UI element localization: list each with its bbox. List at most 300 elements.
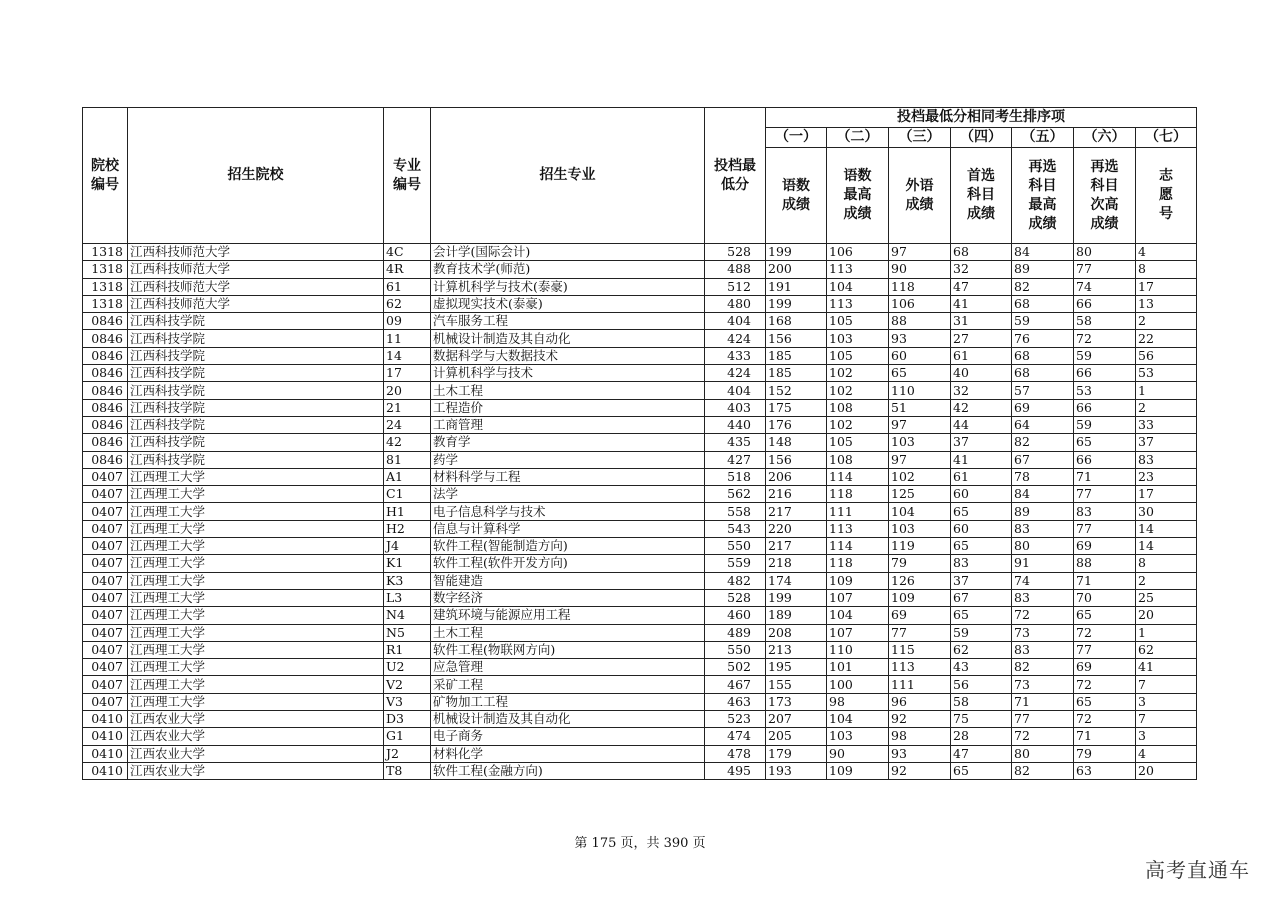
cell-t5: 59	[1012, 313, 1074, 330]
cell-min-score: 404	[705, 313, 766, 330]
cell-t3: 92	[889, 711, 951, 728]
cell-t6: 83	[1074, 503, 1136, 520]
cell-t3: 118	[889, 278, 951, 295]
cell-t2: 104	[827, 278, 889, 295]
cell-t1: 216	[766, 486, 827, 503]
cell-t2: 108	[827, 399, 889, 416]
cell-t5: 73	[1012, 624, 1074, 641]
cell-min-score: 550	[705, 641, 766, 658]
cell-t1: 148	[766, 434, 827, 451]
cell-school-name: 江西农业大学	[128, 711, 384, 728]
cell-t2: 113	[827, 261, 889, 278]
cell-major-code: 09	[384, 313, 431, 330]
cell-t1: 213	[766, 641, 827, 658]
cell-school-code: 0407	[83, 555, 128, 572]
cell-t4: 65	[951, 607, 1012, 624]
tiebreak-label-5: 再选科目最高成绩	[1012, 148, 1074, 244]
cell-t5: 82	[1012, 659, 1074, 676]
cell-t1: 217	[766, 503, 827, 520]
cell-t7: 2	[1136, 399, 1197, 416]
cell-t1: 206	[766, 468, 827, 485]
table-row	[83, 434, 1197, 451]
cell-t4: 47	[951, 278, 1012, 295]
cell-major-name: 土木工程	[431, 624, 705, 641]
cell-t4: 27	[951, 330, 1012, 347]
cell-t2: 101	[827, 659, 889, 676]
cell-t3: 103	[889, 434, 951, 451]
cell-t6: 77	[1074, 641, 1136, 658]
cell-major-name: 计算机科学与技术	[431, 365, 705, 382]
cell-t7: 37	[1136, 434, 1197, 451]
tiebreak-number-4: （四）	[951, 128, 1012, 148]
cell-major-name: 建筑环境与能源应用工程	[431, 607, 705, 624]
cell-min-score: 558	[705, 503, 766, 520]
cell-t7: 17	[1136, 486, 1197, 503]
cell-t5: 76	[1012, 330, 1074, 347]
cell-major-name: 软件工程(物联网方向)	[431, 641, 705, 658]
cell-t7: 14	[1136, 538, 1197, 555]
cell-t4: 41	[951, 451, 1012, 468]
cell-school-name: 江西理工大学	[128, 624, 384, 641]
cell-t5: 83	[1012, 641, 1074, 658]
cell-major-code: T8	[384, 762, 431, 779]
table-row	[83, 520, 1197, 537]
tiebreak-label-2: 语数最高成绩	[827, 148, 889, 244]
cell-major-name: 数据科学与大数据技术	[431, 347, 705, 364]
table-row	[83, 745, 1197, 762]
cell-min-score: 559	[705, 555, 766, 572]
cell-t3: 90	[889, 261, 951, 278]
cell-major-code: K3	[384, 572, 431, 589]
cell-t6: 59	[1074, 416, 1136, 433]
cell-t4: 43	[951, 659, 1012, 676]
cell-school-code: 0846	[83, 399, 128, 416]
table-body	[83, 244, 1197, 780]
cell-t5: 82	[1012, 434, 1074, 451]
cell-t1: 185	[766, 347, 827, 364]
cell-t5: 67	[1012, 451, 1074, 468]
cell-school-name: 江西科技师范大学	[128, 244, 384, 261]
cell-t2: 103	[827, 330, 889, 347]
table-row	[83, 399, 1197, 416]
cell-school-code: 1318	[83, 244, 128, 261]
cell-major-name: 教育技术学(师范)	[431, 261, 705, 278]
cell-t1: 218	[766, 555, 827, 572]
cell-t2: 102	[827, 382, 889, 399]
cell-major-name: 应急管理	[431, 659, 705, 676]
cell-t6: 58	[1074, 313, 1136, 330]
cell-t4: 67	[951, 589, 1012, 606]
cell-min-score: 495	[705, 762, 766, 779]
cell-t3: 60	[889, 347, 951, 364]
cell-t1: 191	[766, 278, 827, 295]
cell-major-name: 法学	[431, 486, 705, 503]
tiebreak-number-3: （三）	[889, 128, 951, 148]
cell-t7: 23	[1136, 468, 1197, 485]
cell-t1: 220	[766, 520, 827, 537]
table-row	[83, 382, 1197, 399]
cell-t7: 62	[1136, 641, 1197, 658]
cell-major-code: D3	[384, 711, 431, 728]
header-major-name: 招生专业	[431, 108, 705, 244]
cell-school-code: 0846	[83, 382, 128, 399]
cell-t5: 80	[1012, 745, 1074, 762]
cell-t5: 78	[1012, 468, 1074, 485]
cell-t5: 73	[1012, 676, 1074, 693]
cell-t3: 111	[889, 676, 951, 693]
cell-school-name: 江西理工大学	[128, 520, 384, 537]
cell-school-name: 江西理工大学	[128, 468, 384, 485]
cell-t4: 60	[951, 520, 1012, 537]
cell-school-name: 江西科技学院	[128, 313, 384, 330]
cell-t7: 7	[1136, 676, 1197, 693]
cell-t7: 3	[1136, 693, 1197, 710]
cell-t4: 37	[951, 434, 1012, 451]
cell-t3: 69	[889, 607, 951, 624]
cell-t1: 207	[766, 711, 827, 728]
cell-t2: 118	[827, 486, 889, 503]
cell-t4: 44	[951, 416, 1012, 433]
cell-t2: 105	[827, 347, 889, 364]
cell-t4: 31	[951, 313, 1012, 330]
cell-t3: 97	[889, 244, 951, 261]
cell-major-code: 11	[384, 330, 431, 347]
cell-t2: 102	[827, 416, 889, 433]
cell-t6: 65	[1074, 434, 1136, 451]
cell-min-score: 463	[705, 693, 766, 710]
table-row	[83, 762, 1197, 779]
cell-t1: 156	[766, 451, 827, 468]
cell-min-score: 550	[705, 538, 766, 555]
cell-major-code: J4	[384, 538, 431, 555]
cell-t3: 109	[889, 589, 951, 606]
cell-school-name: 江西科技学院	[128, 416, 384, 433]
cell-school-code: 0410	[83, 745, 128, 762]
cell-major-name: 软件工程(软件开发方向)	[431, 555, 705, 572]
cell-t3: 93	[889, 330, 951, 347]
cell-t4: 60	[951, 486, 1012, 503]
tiebreak-number-1: （一）	[766, 128, 827, 148]
cell-t1: 152	[766, 382, 827, 399]
cell-t7: 2	[1136, 313, 1197, 330]
cell-major-name: 信息与计算科学	[431, 520, 705, 537]
cell-min-score: 562	[705, 486, 766, 503]
cell-min-score: 424	[705, 365, 766, 382]
watermark: 高考直通车	[1145, 858, 1250, 882]
cell-t6: 66	[1074, 399, 1136, 416]
cell-t3: 119	[889, 538, 951, 555]
cell-t7: 20	[1136, 762, 1197, 779]
cell-major-code: 24	[384, 416, 431, 433]
cell-t6: 71	[1074, 468, 1136, 485]
cell-t2: 113	[827, 520, 889, 537]
cell-t1: 200	[766, 261, 827, 278]
cell-major-name: 电子商务	[431, 728, 705, 745]
table-row	[83, 589, 1197, 606]
table-row	[83, 451, 1197, 468]
tiebreak-number-2: （二）	[827, 128, 889, 148]
tiebreak-number-5: （五）	[1012, 128, 1074, 148]
cell-t2: 114	[827, 538, 889, 555]
cell-t4: 61	[951, 347, 1012, 364]
cell-major-name: 工商管理	[431, 416, 705, 433]
cell-min-score: 474	[705, 728, 766, 745]
table-row	[83, 244, 1197, 261]
cell-school-name: 江西理工大学	[128, 555, 384, 572]
cell-school-code: 0407	[83, 503, 128, 520]
cell-t4: 59	[951, 624, 1012, 641]
cell-school-code: 0846	[83, 451, 128, 468]
header-major-code: 专业编号	[384, 108, 431, 244]
cell-major-name: 材料科学与工程	[431, 468, 705, 485]
cell-t2: 104	[827, 711, 889, 728]
cell-school-name: 江西理工大学	[128, 503, 384, 520]
cell-t5: 74	[1012, 572, 1074, 589]
cell-t6: 79	[1074, 745, 1136, 762]
cell-t7: 17	[1136, 278, 1197, 295]
cell-school-name: 江西科技学院	[128, 330, 384, 347]
cell-t7: 53	[1136, 365, 1197, 382]
cell-t3: 98	[889, 728, 951, 745]
cell-t3: 102	[889, 468, 951, 485]
cell-t5: 71	[1012, 693, 1074, 710]
cell-school-code: 0846	[83, 347, 128, 364]
cell-min-score: 433	[705, 347, 766, 364]
cell-t7: 25	[1136, 589, 1197, 606]
cell-min-score: 482	[705, 572, 766, 589]
cell-major-code: N5	[384, 624, 431, 641]
cell-t7: 14	[1136, 520, 1197, 537]
cell-school-code: 1318	[83, 278, 128, 295]
cell-t7: 13	[1136, 295, 1197, 312]
cell-t1: 205	[766, 728, 827, 745]
cell-t7: 4	[1136, 745, 1197, 762]
cell-t2: 109	[827, 762, 889, 779]
table-row	[83, 365, 1197, 382]
header-school-name: 招生院校	[128, 108, 384, 244]
cell-school-name: 江西理工大学	[128, 589, 384, 606]
cell-t4: 83	[951, 555, 1012, 572]
header-tiebreak-title: 投档最低分相同考生排序项	[766, 108, 1197, 128]
cell-t6: 53	[1074, 382, 1136, 399]
cell-school-name: 江西科技学院	[128, 434, 384, 451]
cell-t1: 175	[766, 399, 827, 416]
cell-t3: 65	[889, 365, 951, 382]
cell-school-code: 0407	[83, 676, 128, 693]
tiebreak-label-1: 语数成绩	[766, 148, 827, 244]
cell-t1: 155	[766, 676, 827, 693]
cell-major-name: 会计学(国际会计)	[431, 244, 705, 261]
cell-min-score: 403	[705, 399, 766, 416]
cell-t2: 109	[827, 572, 889, 589]
cell-major-name: 矿物加工工程	[431, 693, 705, 710]
cell-t6: 77	[1074, 261, 1136, 278]
cell-school-code: 0846	[83, 313, 128, 330]
table-row	[83, 711, 1197, 728]
cell-t6: 74	[1074, 278, 1136, 295]
cell-t5: 82	[1012, 762, 1074, 779]
cell-t3: 106	[889, 295, 951, 312]
cell-t7: 20	[1136, 607, 1197, 624]
cell-t2: 107	[827, 589, 889, 606]
cell-min-score: 480	[705, 295, 766, 312]
cell-school-name: 江西科技学院	[128, 382, 384, 399]
tiebreak-label-7: 志愿号	[1136, 148, 1197, 244]
cell-min-score: 440	[705, 416, 766, 433]
cell-t6: 65	[1074, 693, 1136, 710]
cell-t6: 66	[1074, 365, 1136, 382]
cell-school-code: 0407	[83, 641, 128, 658]
cell-t5: 68	[1012, 347, 1074, 364]
cell-t4: 68	[951, 244, 1012, 261]
cell-major-name: 计算机科学与技术(泰豪)	[431, 278, 705, 295]
table-row	[83, 468, 1197, 485]
cell-t4: 62	[951, 641, 1012, 658]
cell-t1: 199	[766, 244, 827, 261]
cell-t6: 59	[1074, 347, 1136, 364]
cell-major-name: 教育学	[431, 434, 705, 451]
cell-school-name: 江西科技学院	[128, 451, 384, 468]
table-row	[83, 330, 1197, 347]
cell-major-name: 采矿工程	[431, 676, 705, 693]
cell-major-name: 电子信息科学与技术	[431, 503, 705, 520]
cell-min-score: 488	[705, 261, 766, 278]
cell-t4: 65	[951, 538, 1012, 555]
cell-t2: 114	[827, 468, 889, 485]
cell-school-name: 江西农业大学	[128, 762, 384, 779]
cell-school-code: 0407	[83, 572, 128, 589]
cell-t3: 79	[889, 555, 951, 572]
cell-major-name: 智能建造	[431, 572, 705, 589]
cell-t6: 88	[1074, 555, 1136, 572]
table-row	[83, 278, 1197, 295]
cell-major-code: C1	[384, 486, 431, 503]
cell-t2: 103	[827, 728, 889, 745]
cell-school-code: 1318	[83, 295, 128, 312]
cell-major-name: 数字经济	[431, 589, 705, 606]
cell-min-score: 489	[705, 624, 766, 641]
cell-school-code: 0407	[83, 659, 128, 676]
cell-t7: 8	[1136, 555, 1197, 572]
cell-t1: 168	[766, 313, 827, 330]
cell-major-code: K1	[384, 555, 431, 572]
cell-t7: 1	[1136, 382, 1197, 399]
cell-t6: 66	[1074, 451, 1136, 468]
cell-t3: 93	[889, 745, 951, 762]
table-row	[83, 486, 1197, 503]
cell-school-name: 江西科技师范大学	[128, 278, 384, 295]
cell-major-code: U2	[384, 659, 431, 676]
cell-school-name: 江西农业大学	[128, 745, 384, 762]
cell-school-code: 0407	[83, 486, 128, 503]
cell-min-score: 528	[705, 244, 766, 261]
cell-t7: 4	[1136, 244, 1197, 261]
cell-t7: 3	[1136, 728, 1197, 745]
cell-t6: 77	[1074, 486, 1136, 503]
cell-school-name: 江西科技学院	[128, 399, 384, 416]
cell-t7: 41	[1136, 659, 1197, 676]
cell-t1: 199	[766, 589, 827, 606]
cell-school-code: 0846	[83, 434, 128, 451]
cell-school-name: 江西理工大学	[128, 676, 384, 693]
cell-major-name: 软件工程(金融方向)	[431, 762, 705, 779]
cell-t7: 1	[1136, 624, 1197, 641]
cell-school-name: 江西科技师范大学	[128, 261, 384, 278]
cell-school-code: 1318	[83, 261, 128, 278]
cell-school-code: 0410	[83, 728, 128, 745]
cell-major-code: 4C	[384, 244, 431, 261]
page-number: 第 175 页，共 390 页	[574, 836, 706, 851]
cell-major-code: 14	[384, 347, 431, 364]
cell-t5: 72	[1012, 607, 1074, 624]
cell-major-code: 62	[384, 295, 431, 312]
cell-t2: 90	[827, 745, 889, 762]
table-row	[83, 728, 1197, 745]
cell-t1: 195	[766, 659, 827, 676]
cell-min-score: 404	[705, 382, 766, 399]
cell-t1: 189	[766, 607, 827, 624]
cell-t6: 77	[1074, 520, 1136, 537]
cell-school-name: 江西理工大学	[128, 486, 384, 503]
cell-school-code: 0407	[83, 693, 128, 710]
cell-t4: 75	[951, 711, 1012, 728]
cell-t6: 72	[1074, 624, 1136, 641]
tiebreak-number-7: （七）	[1136, 128, 1197, 148]
cell-major-code: V2	[384, 676, 431, 693]
cell-major-code: 81	[384, 451, 431, 468]
header-min-score: 投档最低分	[705, 108, 766, 244]
cell-min-score: 467	[705, 676, 766, 693]
cell-t2: 113	[827, 295, 889, 312]
tiebreak-label-4: 首选科目成绩	[951, 148, 1012, 244]
cell-min-score: 528	[705, 589, 766, 606]
cell-t7: 7	[1136, 711, 1197, 728]
cell-t3: 97	[889, 451, 951, 468]
cell-school-name: 江西理工大学	[128, 572, 384, 589]
cell-t6: 65	[1074, 607, 1136, 624]
cell-t1: 156	[766, 330, 827, 347]
table-row	[83, 572, 1197, 589]
cell-t3: 125	[889, 486, 951, 503]
cell-t2: 106	[827, 244, 889, 261]
cell-t4: 41	[951, 295, 1012, 312]
cell-t1: 208	[766, 624, 827, 641]
admission-score-table	[82, 107, 1197, 780]
cell-min-score: 424	[705, 330, 766, 347]
cell-t2: 105	[827, 434, 889, 451]
cell-t5: 77	[1012, 711, 1074, 728]
cell-major-code: L3	[384, 589, 431, 606]
table-row	[83, 641, 1197, 658]
cell-t4: 65	[951, 762, 1012, 779]
cell-t3: 88	[889, 313, 951, 330]
cell-school-name: 江西科技学院	[128, 347, 384, 364]
cell-min-score: 502	[705, 659, 766, 676]
cell-school-code: 0846	[83, 330, 128, 347]
cell-t4: 42	[951, 399, 1012, 416]
cell-t5: 84	[1012, 486, 1074, 503]
cell-school-name: 江西科技学院	[128, 365, 384, 382]
tiebreak-label-6: 再选科目次高成绩	[1074, 148, 1136, 244]
cell-t1: 176	[766, 416, 827, 433]
cell-t4: 32	[951, 261, 1012, 278]
cell-t1: 217	[766, 538, 827, 555]
cell-school-code: 0407	[83, 538, 128, 555]
table-row	[83, 676, 1197, 693]
cell-t4: 47	[951, 745, 1012, 762]
cell-t5: 84	[1012, 244, 1074, 261]
cell-min-score: 427	[705, 451, 766, 468]
